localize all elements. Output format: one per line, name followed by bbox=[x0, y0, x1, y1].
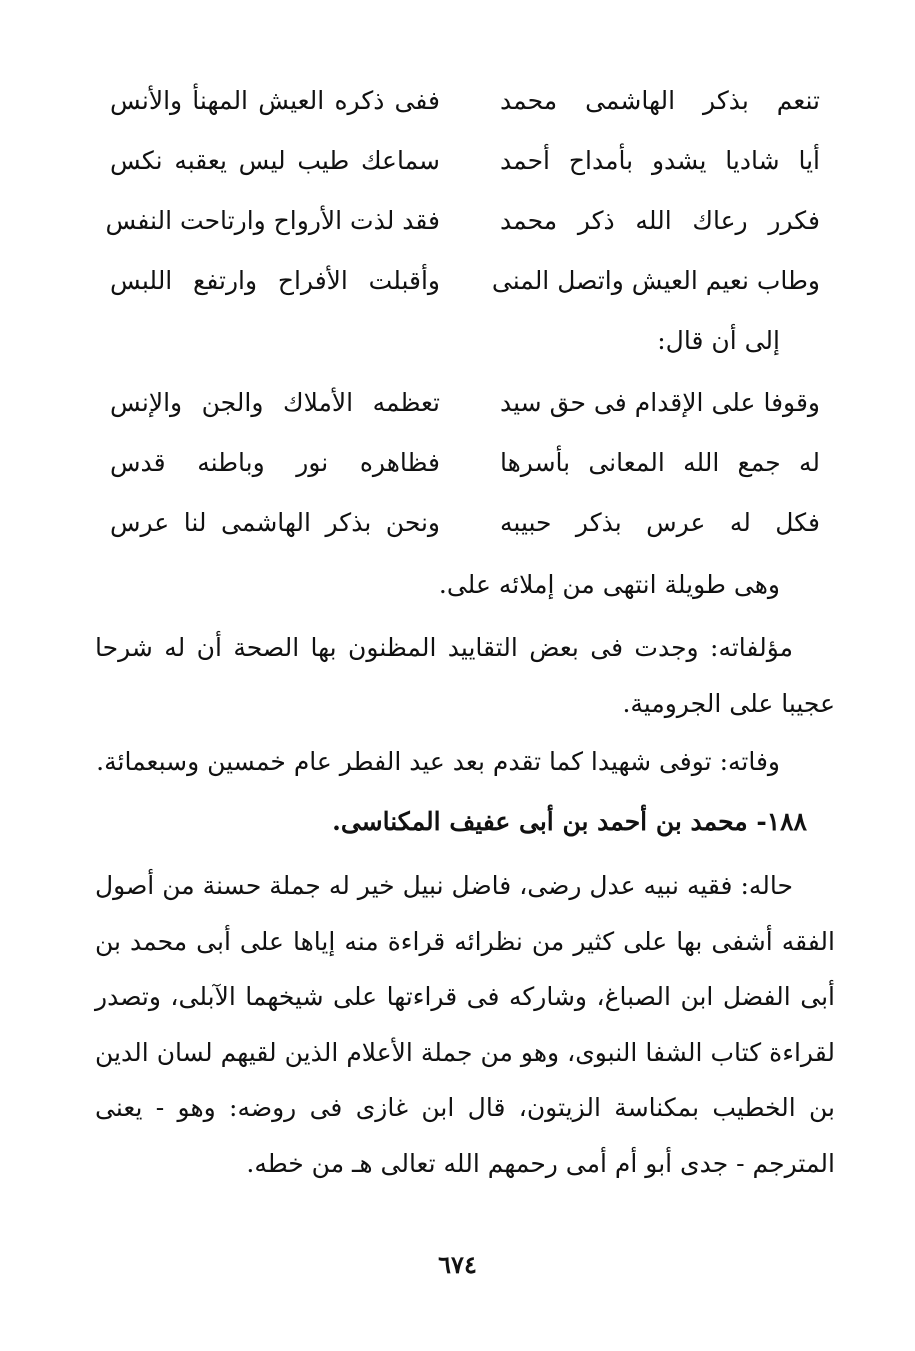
verse-first-hemistich: وطاب نعيم العيش واتصل المنى bbox=[491, 266, 820, 295]
verse-line-2 bbox=[100, 136, 820, 186]
transition-line: إلى أن قال: bbox=[657, 326, 780, 355]
verse-first-hemistich: فكل له عرس بذكر حبيبه bbox=[500, 508, 820, 537]
verse-second-hemistich: وأقبلت الأفراح وارتفع اللبس bbox=[110, 266, 440, 295]
entry-heading: ١٨٨- محمد بن أحمد بن أبى عفيف المكناسى. bbox=[332, 807, 807, 836]
verse-line-1 bbox=[100, 76, 820, 126]
works-paragraph: مؤلفاته: وجدت فى بعض التقاييد المظنون بها الصحة أن له شرحا عجيبا على الجرومية. bbox=[95, 633, 835, 718]
verse-second-hemistich: سماعك طيب ليس يعقبه نكس bbox=[110, 146, 440, 175]
verse-line-7 bbox=[100, 498, 820, 548]
verse-line-6 bbox=[100, 438, 820, 488]
death-line: وفاته: توفى شهيدا كما تقدم بعد عيد الفطر عام خمسين وسبعمائة. bbox=[96, 747, 780, 776]
poem-end-note: وهى طويلة انتهى من إملائه على. bbox=[438, 570, 780, 599]
verse-first-hemistich: له جمع الله المعانى بأسرها bbox=[500, 448, 820, 477]
verse-first-hemistich: وقوفا على الإقدام فى حق سيد bbox=[500, 388, 820, 417]
verse-second-hemistich: تعظمه الأملاك والجن والإنس bbox=[110, 388, 440, 417]
verse-line-3 bbox=[100, 196, 820, 246]
verse-second-hemistich: فقد لذت الأرواح وارتاحت النفس bbox=[105, 206, 440, 235]
verse-second-hemistich: ففى ذكره العيش المهنأ والأنس bbox=[110, 86, 440, 115]
verse-line-4 bbox=[100, 256, 820, 306]
verse-line-5 bbox=[100, 378, 820, 428]
verse-second-hemistich: فظاهره نور وباطنه قدس bbox=[110, 448, 440, 477]
page-number: ٦٧٤ bbox=[438, 1250, 477, 1279]
entry-paragraph: حاله: فقيه نبيه عدل رضى، فاضل نبيل خير له جملة حسنة من أصول الفقه أشفى بها على كثير من نظرائه قراءة منه إياها على أبى محمد بن أبى الفضل ابن الصباغ، وشاركه فى قراءتها على شيخهما الآبلى، وتصدر لقراءة كتاب الشفا النبوى، وهو من جملة الأعلام الذين لقيهم لسان الدين بن الخطيب بمكناسة الزيتون، قال ابن غازى فى روضه: وهو - يعنى المترجم - جدى أبو أم أمى رحمهم الله تعالى هـ من خطه. bbox=[95, 871, 835, 1178]
verse-second-hemistich: ونحن بذكر الهاشمى لنا عرس bbox=[110, 508, 440, 537]
verse-first-hemistich: تنعم بذكر الهاشمى محمد bbox=[500, 86, 820, 115]
verse-first-hemistich: فكرر رعاك الله ذكر محمد bbox=[500, 206, 820, 235]
verse-first-hemistich: أيا شاديا يشدو بأمداح أحمد bbox=[500, 146, 820, 175]
